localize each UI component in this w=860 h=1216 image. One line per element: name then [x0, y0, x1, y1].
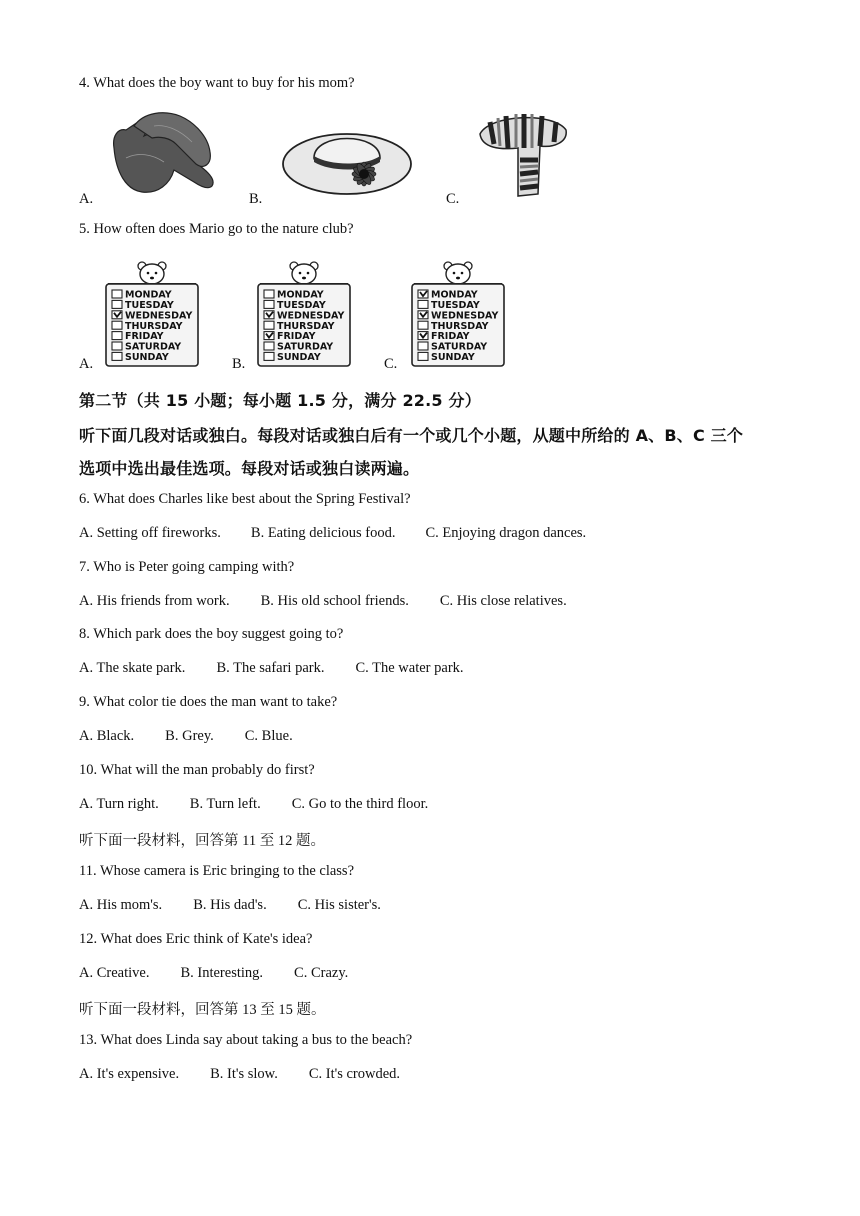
calendar-c-icon — [410, 260, 506, 373]
day-label: TUESDAY — [277, 300, 326, 311]
q5-option-a: A. — [79, 356, 94, 372]
day-label: WEDNESDAY — [431, 310, 499, 322]
bear-icon — [138, 262, 166, 284]
section-instruction-2: 选项中选出最佳选项。每段对话或独白读两遍。 — [79, 459, 420, 478]
day-checkbox — [112, 300, 122, 308]
day-label: SUNDAY — [125, 352, 169, 363]
day-label: FRIDAY — [431, 331, 470, 343]
day-label: SUNDAY — [277, 352, 321, 363]
day-checkbox — [264, 352, 274, 360]
section-instruction-1: 听下面几段对话或独白。每段对话或独白后有一个或几个小题，从题中所给的 A、B、C 三个 — [79, 426, 744, 445]
day-label: WEDNESDAY — [277, 310, 345, 322]
q11-option-c: C. His sister's. — [297, 897, 381, 913]
q12-option-b: B. Interesting. — [180, 965, 264, 981]
q4-option-c: C. — [446, 191, 460, 207]
day-label: MONDAY — [431, 289, 478, 301]
q7-option-c: C. His close relatives. — [439, 593, 567, 609]
q12-option-c: C. Crazy. — [294, 965, 349, 981]
q9-option-c: C. Blue. — [244, 728, 293, 744]
day-label: SATURDAY — [431, 341, 488, 353]
passage-2-instruction: 听下面一段材料，回答第 13 至 15 题。 — [79, 1002, 326, 1018]
day-checkbox — [418, 300, 428, 308]
day-checkbox — [264, 300, 274, 308]
q6-option-b: B. Eating delicious food. — [250, 525, 396, 541]
q8-question: 8. Which park does the boy suggest going to? — [79, 626, 344, 642]
day-checkbox — [112, 352, 122, 360]
q8-option-c: C. The water park. — [355, 660, 464, 676]
day-checkbox — [418, 342, 428, 350]
q13-options — [79, 1066, 400, 1083]
day-label: MONDAY — [277, 289, 324, 301]
passage-1-instruction: 听下面一段材料，回答第 11 至 12 题。 — [79, 833, 325, 849]
q10-options — [79, 796, 428, 813]
q4-option-a: A. — [79, 191, 94, 207]
q8-option-a: A. The skate park. — [79, 660, 186, 676]
section-title: 第二节（共 15 小题；每小题 1.5 分，满分 22.5 分） — [79, 391, 481, 410]
day-checkbox — [264, 321, 274, 329]
day-checkbox — [264, 342, 274, 350]
day-checkbox — [264, 290, 274, 298]
q10-option-c: C. Go to the third floor. — [291, 796, 429, 812]
q8-options — [79, 660, 464, 677]
q12-options — [79, 965, 348, 982]
day-label: TUESDAY — [431, 300, 480, 311]
day-checkbox — [418, 321, 428, 329]
day-checkbox — [418, 352, 428, 360]
bear-icon — [444, 262, 472, 284]
day-label: THURSDAY — [431, 320, 489, 332]
q9-option-b: B. Grey. — [165, 728, 214, 744]
q9-question: 9. What color tie does the man want to take? — [79, 694, 338, 710]
q11-option-b: B. His dad's. — [193, 897, 267, 913]
bear-icon — [290, 262, 318, 284]
day-label: THURSDAY — [125, 320, 183, 332]
day-label: SUNDAY — [431, 352, 475, 363]
q6-options — [79, 525, 586, 542]
day-label: SATURDAY — [277, 341, 334, 353]
q13-question: 13. What does Linda say about taking a bus to the beach? — [79, 1032, 413, 1048]
q13-option-b: B. It's slow. — [210, 1066, 278, 1082]
q7-option-a: A. His friends from work. — [79, 593, 230, 609]
calendar-a-icon — [104, 260, 200, 373]
q13-option-c: C. It's crowded. — [308, 1066, 401, 1082]
q12-question: 12. What does Eric think of Kate's idea? — [79, 931, 313, 947]
scarf-icon — [470, 108, 574, 202]
day-label: FRIDAY — [277, 331, 316, 343]
q7-option-b: B. His old school friends. — [260, 593, 409, 609]
day-checkbox — [112, 290, 122, 298]
day-checkbox — [112, 342, 122, 350]
q6-option-a: A. Setting off fireworks. — [79, 525, 221, 541]
day-label: WEDNESDAY — [125, 310, 193, 322]
q4-option-b: B. — [249, 191, 263, 207]
q9-option-a: A. Black. — [79, 728, 135, 744]
q5-option-c: C. — [384, 356, 398, 372]
day-checkbox — [112, 321, 122, 329]
q11-question: 11. Whose camera is Eric bringing to the class? — [79, 863, 355, 879]
q6-option-c: C. Enjoying dragon dances. — [425, 525, 587, 541]
q6-question: 6. What does Charles like best about the Spring Festival? — [79, 491, 411, 507]
day-label: FRIDAY — [125, 331, 164, 343]
q8-option-b: B. The safari park. — [216, 660, 325, 676]
calendar-b-icon — [256, 260, 352, 373]
q4-question: 4. What does the boy want to buy for his mom? — [79, 75, 355, 91]
q7-question: 7. Who is Peter going camping with? — [79, 559, 295, 575]
hat-icon — [280, 112, 414, 202]
gloves-icon — [104, 108, 222, 198]
q11-options — [79, 897, 381, 914]
q10-option-a: A. Turn right. — [79, 796, 159, 812]
day-label: TUESDAY — [125, 300, 174, 311]
q11-option-a: A. His mom's. — [79, 897, 163, 913]
q10-option-b: B. Turn left. — [189, 796, 261, 812]
q5-option-b: B. — [232, 356, 246, 372]
q12-option-a: A. Creative. — [79, 965, 150, 981]
q5-question: 5. How often does Mario go to the nature club? — [79, 221, 354, 237]
day-label: MONDAY — [125, 289, 172, 301]
day-label: SATURDAY — [125, 341, 182, 353]
q7-options — [79, 593, 567, 610]
day-label: THURSDAY — [277, 320, 335, 332]
day-checkbox — [112, 332, 122, 340]
q9-options — [79, 728, 293, 745]
q10-question: 10. What will the man probably do first? — [79, 762, 315, 778]
q13-option-a: A. It's expensive. — [79, 1066, 180, 1082]
